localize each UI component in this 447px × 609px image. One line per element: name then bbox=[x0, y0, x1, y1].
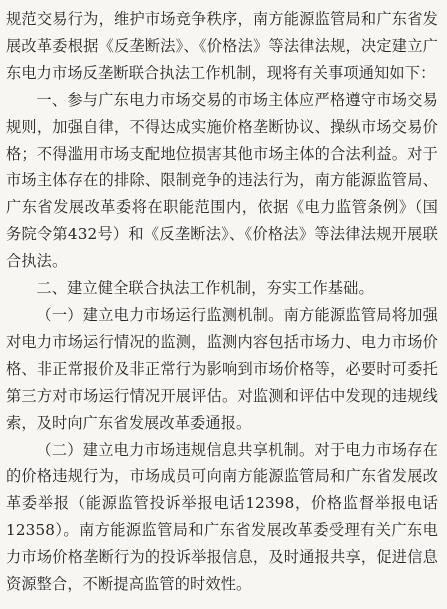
paragraph-item-one: （一）建立电力市场运行监测机制。南方能源监管局将加强对电力市场运行情况的监测，监测内容包括市场力、电力市场价格、非正常报价及非正常行为影响到市场价格等，必要时可委托第三方对市场运行情况开展评估。对监测和评估中发现的违规线索，及时向广东省发展改革委通报。 bbox=[6, 305, 438, 432]
paragraph-intro-continuation: 规范交易行为，维护市场竞争秩序，南方能源监管局和广东省发展改革委根据《反垄断法》、《价格法》等法律法规，决定建立广东电力市场反垄断联合执法工作机制，现将有关事项通知如下： bbox=[6, 10, 438, 82]
paragraph-item-two: （二）建立电力市场违规信息共享机制。对于电力市场存在的价格违规行为，市场成员可向南方能源监管局和广东省发展改革委举报（能源监管投诉举报电话12398，价格监督举报电话12358）。南方能源监管局和广东省发展改革委受理有关广东电力市场价格垄断行为的投诉举报信息，及时通报共享，促进信息资源整合，不断提高监管的时效性。 bbox=[6, 440, 438, 594]
paragraph-section-one: 一、参与广东电力市场交易的市场主体应严格遵守市场交易规则，加强自律，不得达成实施价格垄断协议、操纵市场交易价格；不得滥用市场支配地位损害其他市场主体的合法利益。对于市场主体存在的排除、限制竞争的违法行为，南方能源监管局、广东省发展改革委将在职能范围内，依据《电力监管条例》（国务院令第432号）和《反垄断法》、《价格法》等法律法规开展联合执法。 bbox=[6, 90, 438, 271]
document-body bbox=[6, 6, 438, 598]
paragraph-section-two-heading: 二、建立健全联合执法工作机制，夯实工作基础。 bbox=[36, 279, 374, 298]
